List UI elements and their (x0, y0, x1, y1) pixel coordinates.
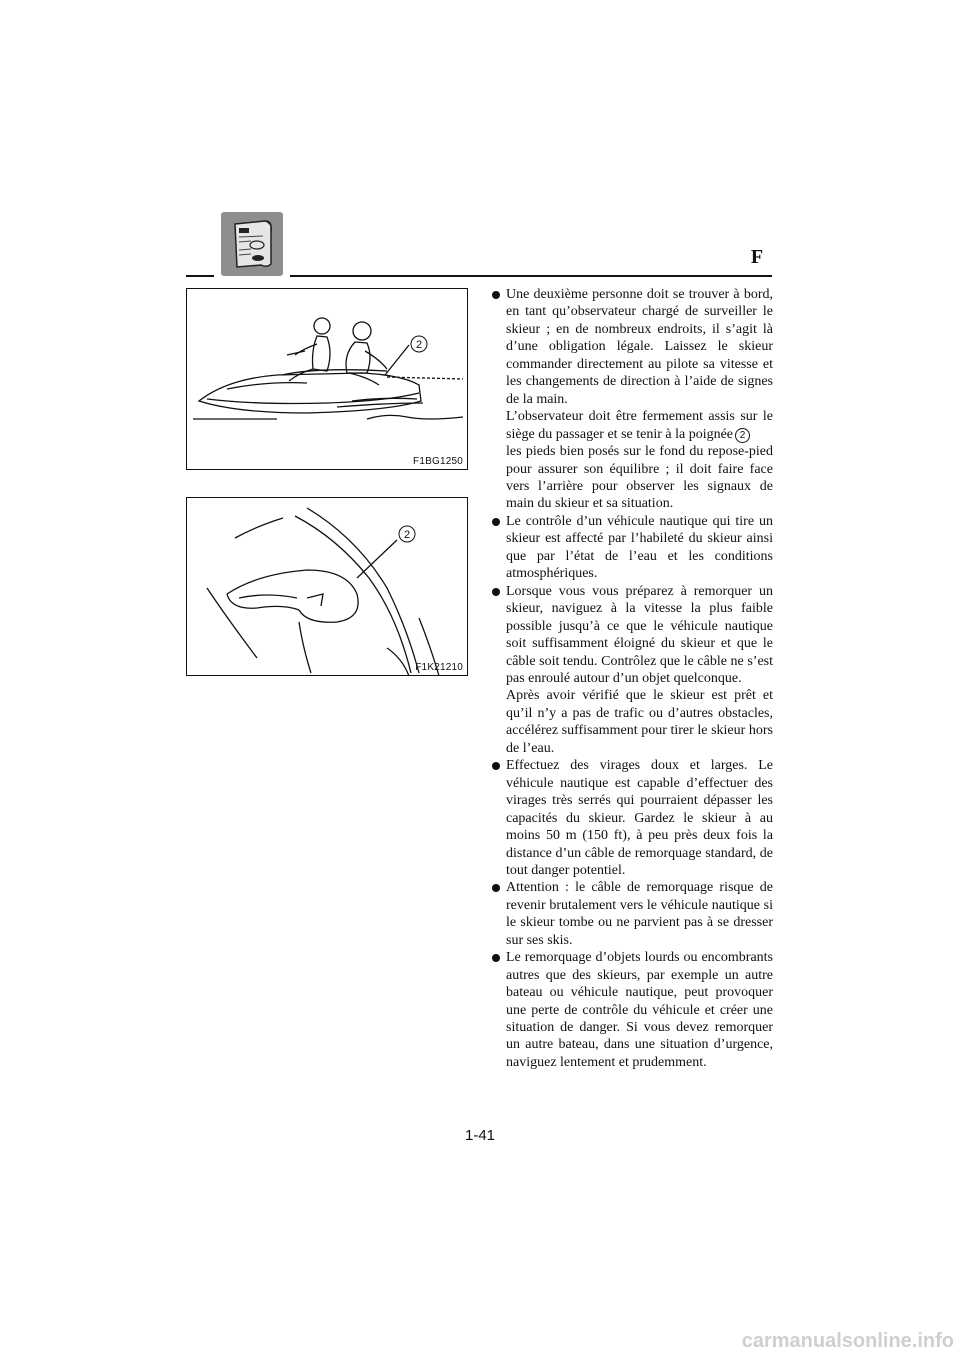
figure-callout: 2 (415, 339, 423, 351)
figure-passenger-handle (186, 497, 468, 676)
bullet-paragraph: Une deuxième personne doit se trouver à bord, en tant qu’observateur chargé de surveiller le skieur ; en de nombreux endroits, il s’agit là d’une obligation légale. Laissez le skieur commander directement au pilote sa vitesse et les changements de direction à l’aide de signes de la main. (506, 287, 773, 407)
bullet-dot-icon (492, 884, 500, 892)
bullet-dot-icon (492, 518, 500, 526)
figure-observer-on-watercraft (186, 288, 468, 470)
watercraft-illustration (187, 289, 469, 471)
callout-number: 2 (735, 428, 750, 443)
header-rule-left (186, 275, 214, 277)
figure-code: F1K21210 (415, 662, 463, 673)
bullet-paragraph: Effectuez des virages doux et larges. Le véhicule nautique est capable d’effectuer des virages très serrés qui pourraient dépasser les capacités du skieur. Gardez le skieur à au moins 50 m (150 ft), à peu près deux fois la distance d’un câble de remorquage standard, de tout danger potentiel. (506, 758, 773, 878)
bullet-paragraph: Le remorquage d’objets lourds ou encombrants autres que des skieurs, par exemple un autre bateau ou véhicule nautique, peut provoquer une perte de contrôle du véhicule et créer une situation de danger. Si vous devez remorquer un autre bateau, dans une situation d’urgence, naviguez lentement et prudemment. (506, 950, 773, 1070)
bullet-item (491, 583, 773, 758)
figure-code: F1BG1250 (413, 456, 463, 467)
bullet-item (491, 757, 773, 879)
bullet-dot-icon (492, 954, 500, 962)
bullet-paragraph: Lorsque vous vous préparez à remorquer un skieur, naviguez à la vitesse la plus faible possible jusqu’à ce que le véhicule nautique soit suffisamment éloigné du skieur et que le câble soit tendu. Contrôlez que le câble ne s’est pas enroulé autour d’un objet quelconque. (506, 583, 773, 686)
bullet-text: L’observateur doit être fermement assis sur le siège du passager et se tenir à la poignée (506, 409, 773, 442)
watermark: carmanualsonline.info (741, 1330, 954, 1352)
instructions-column (491, 286, 773, 1071)
bullet-item (491, 286, 773, 513)
language-code: F (750, 246, 764, 268)
bullet-paragraph: Après avoir vérifié que le skieur est prêt et qu’il n’y a pas de trafic ou d’autres obstacles, accélérez suffisamment pour tirer le skieur hors de l’eau. (506, 688, 773, 756)
page-number: 1-41 (464, 1127, 496, 1144)
bullet-paragraph: Le contrôle d’un véhicule nautique qui tire un skieur est affecté par l’habileté du skieur ainsi que par l’état de l’eau et les conditions atmosphériques. (506, 513, 773, 582)
figure-callout: 2 (403, 529, 411, 541)
handle-illustration (187, 498, 469, 677)
bullet-dot-icon (492, 588, 500, 596)
manual-book-icon (221, 212, 283, 276)
bullet-dot-icon (492, 291, 500, 299)
bullet-item (491, 949, 773, 1071)
bullet-paragraph: les pieds bien posés sur le fond du repose-pied pour assurer son équilibre ; il doit faire face vers l’arrière pour observer les signaux de main du skieur et sa situation. (506, 444, 773, 512)
bullet-paragraph (506, 408, 773, 443)
bullet-item (491, 513, 773, 583)
bullet-paragraph: Attention : le câble de remorquage risque de revenir brutalement vers le véhicule nautique si le skieur tombe ou ne parvient pas à se dresser sur ses skis. (506, 880, 773, 948)
bullet-item (491, 879, 773, 949)
header-rule-right (290, 275, 772, 277)
bullet-dot-icon (492, 762, 500, 770)
